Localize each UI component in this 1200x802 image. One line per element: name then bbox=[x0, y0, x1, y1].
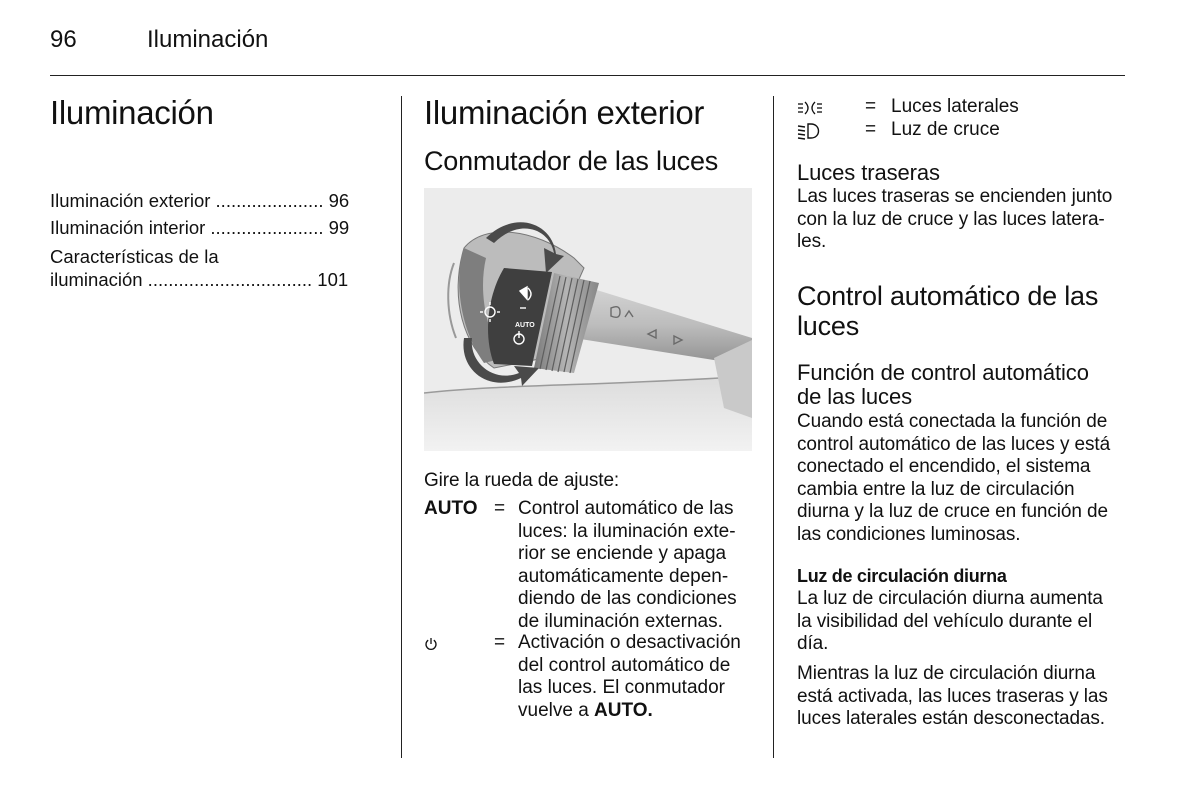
drl-line: día. bbox=[797, 633, 829, 654]
intro-text: Gire la rueda de ajuste: bbox=[424, 470, 620, 491]
column-divider-right bbox=[773, 96, 774, 758]
toc-entry-exterior[interactable]: Iluminación exterior ..................... 96 bbox=[50, 190, 350, 211]
symbol-side-lights bbox=[797, 96, 1127, 119]
function-heading-line: de las luces bbox=[797, 384, 912, 409]
toc-entry-features-line2[interactable]: iluminación ................................ 101 bbox=[50, 269, 349, 290]
def-auto-line: automáticamente depen- bbox=[518, 565, 729, 587]
chapter-title: Iluminación bbox=[50, 94, 214, 131]
drl2-line: luces laterales están desconectadas. bbox=[797, 708, 1105, 729]
symbol-low-beam-eq: = bbox=[865, 119, 877, 140]
function-text bbox=[797, 411, 1137, 546]
rear-lights-heading: Luces traseras bbox=[797, 160, 940, 185]
svg-text:AUTO: AUTO bbox=[515, 322, 535, 329]
drl-text-2 bbox=[797, 663, 1137, 731]
function-heading bbox=[797, 361, 1089, 409]
toc-entry-features-line1[interactable]: Características de la bbox=[50, 246, 219, 267]
page-number: 96 bbox=[50, 26, 77, 53]
section-title: Iluminación exterior bbox=[424, 94, 705, 131]
def-power-last-prefix: vuelve a bbox=[518, 699, 595, 721]
def-auto bbox=[424, 498, 754, 638]
def-power-line: las luces. El conmutador bbox=[518, 677, 725, 698]
toc-entry-interior[interactable]: Iluminación interior ...................... 99 bbox=[50, 217, 350, 238]
symbol-side-lights-text: Luces laterales bbox=[891, 96, 1019, 117]
auto-control-heading-line: luces bbox=[797, 311, 860, 341]
def-power-line: del control automático de bbox=[518, 654, 731, 676]
drl-line: La luz de circulación diurna aumenta bbox=[797, 588, 1103, 609]
function-line: diurna y la luz de cruce en función de bbox=[797, 501, 1108, 522]
column-divider-left bbox=[401, 96, 402, 758]
light-switch-illustration bbox=[424, 188, 752, 451]
def-auto-line: diendo de las condiciones bbox=[518, 588, 737, 609]
def-auto-line: rior se enciende y apaga bbox=[518, 543, 727, 564]
def-auto-key: AUTO bbox=[424, 498, 478, 519]
auto-control-heading bbox=[797, 281, 1098, 341]
function-line: las condiciones luminosas. bbox=[797, 523, 1021, 545]
def-power-eq: = bbox=[494, 632, 506, 653]
low-beam-icon bbox=[797, 119, 823, 147]
function-line: Cuando está conectada la función de bbox=[797, 411, 1108, 432]
function-line: control automático de las luces y está bbox=[797, 433, 1111, 455]
rear-lights-line: con la luz de cruce y las luces latera- bbox=[797, 208, 1105, 230]
auto-control-heading-line: Control automático de las bbox=[797, 281, 1099, 311]
def-auto-eq: = bbox=[494, 498, 506, 519]
def-power-line-last bbox=[518, 700, 758, 723]
light-switch-figure bbox=[424, 188, 752, 451]
def-auto-line: de iluminación externas. bbox=[518, 610, 723, 632]
def-power-text bbox=[518, 632, 758, 722]
rear-lights-line: les. bbox=[797, 231, 827, 252]
symbol-low-beam bbox=[797, 119, 1127, 142]
header-rule bbox=[50, 75, 1125, 76]
def-auto-text bbox=[518, 498, 758, 633]
power-icon bbox=[424, 632, 438, 659]
drl-line: la visibilidad del vehículo durante el bbox=[797, 610, 1093, 632]
function-heading-line: Función de control automático bbox=[797, 360, 1089, 385]
function-line: cambia entre la luz de circulación bbox=[797, 478, 1075, 500]
rear-lights-line: Las luces traseras se encienden junto bbox=[797, 186, 1113, 207]
drl-heading: Luz de circulación diurna bbox=[797, 566, 1007, 586]
rear-lights-text bbox=[797, 186, 1137, 254]
running-header: Iluminación bbox=[147, 26, 269, 53]
def-power bbox=[424, 632, 754, 727]
def-power-line: Activación o desactivación bbox=[518, 632, 741, 653]
drl-text bbox=[797, 588, 1137, 656]
subsection-title: Conmutador de las luces bbox=[424, 146, 719, 176]
symbol-side-lights-eq: = bbox=[865, 96, 877, 117]
def-power-last-bold: AUTO. bbox=[594, 699, 653, 721]
symbol-low-beam-text: Luz de cruce bbox=[891, 119, 1000, 140]
def-auto-line: Control automático de las bbox=[518, 498, 734, 519]
def-auto-line: luces: la iluminación exte- bbox=[518, 520, 736, 542]
drl2-line: Mientras la luz de circulación diurna bbox=[797, 663, 1096, 684]
drl2-line: está activada, las luces traseras y las bbox=[797, 685, 1108, 707]
function-line: conectado el encendido, el sistema bbox=[797, 456, 1091, 477]
